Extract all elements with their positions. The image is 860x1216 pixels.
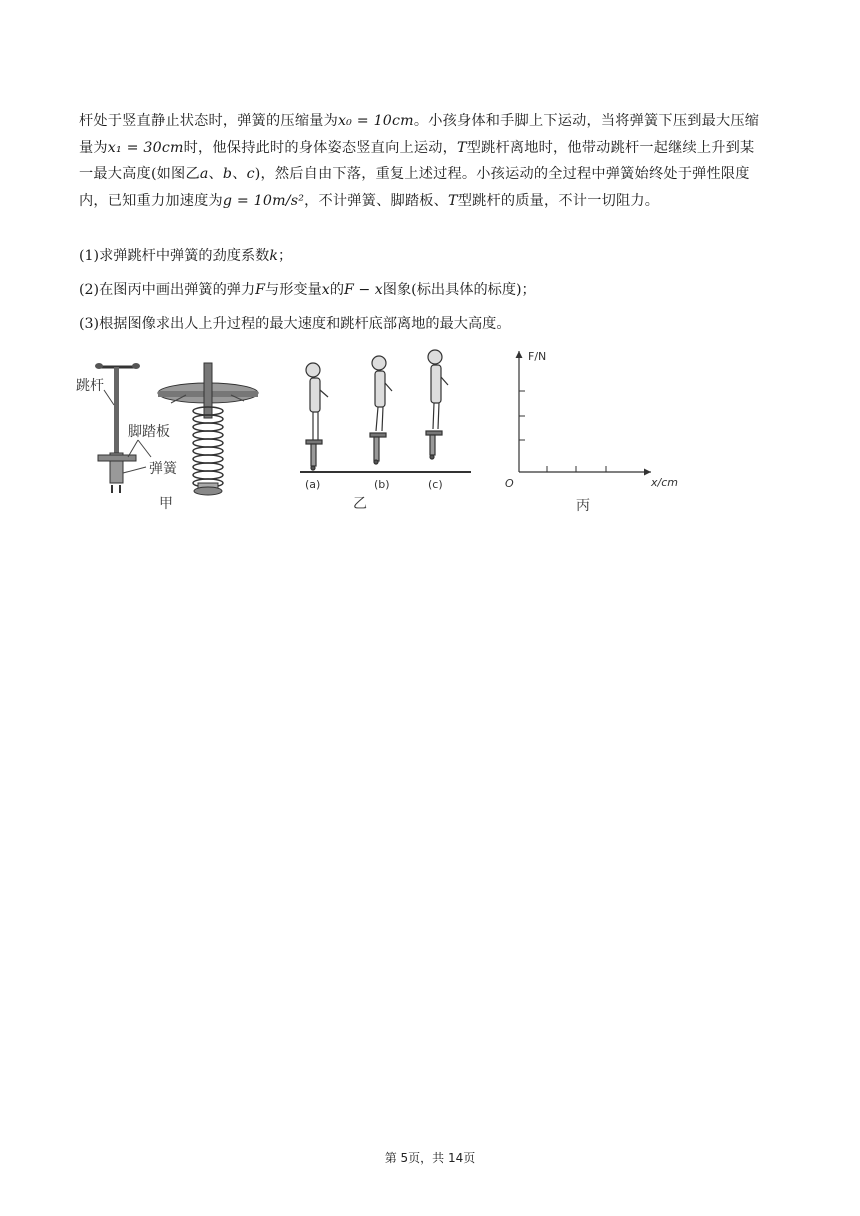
fx-axes xyxy=(496,345,696,520)
pogo-stick-illustration xyxy=(76,345,276,520)
x0-equation: x₀ = 10cm xyxy=(337,113,414,129)
origin-label: O xyxy=(505,477,514,490)
caption-bing: 丙 xyxy=(576,498,590,514)
caption-yi: 乙 xyxy=(353,496,367,512)
problem-line-3: 一最大高度(如图乙a、b、c)，然后自由下落，重复上述过程。小孩运动的全过程中弹簧始终处于弹性限度 xyxy=(79,166,750,182)
child-pogo-sequence xyxy=(296,345,476,520)
y-axis-label: F/N xyxy=(528,350,547,363)
x1-equation: x₁ = 30cm xyxy=(107,139,184,156)
label-a: (a) xyxy=(305,478,321,491)
label-b: (b) xyxy=(374,478,390,491)
label-tiaogan: 跳杆 xyxy=(76,378,104,394)
x-ticks xyxy=(547,466,606,472)
problem-text xyxy=(79,108,784,214)
figure-jia xyxy=(76,345,276,520)
y-ticks xyxy=(519,391,525,440)
figure-yi xyxy=(296,345,476,520)
figure-bing xyxy=(496,345,696,520)
label-tanhuang: 弹簧 xyxy=(149,461,177,477)
page-footer: 第 5页，共 14页 xyxy=(384,1151,476,1165)
caption-jia: 甲 xyxy=(159,496,173,512)
label-jiaotaban: 脚踏板 xyxy=(128,424,170,440)
question-3: (3)根据图像求出人上升过程的最大速度和跳杆底部离地的最大高度。 xyxy=(79,316,511,332)
label-c: (c) xyxy=(428,478,443,491)
problem-line-1: 杆处于竖直静止状态时，弹簧的压缩量为x₀ = 10cm。小孩身体和手脚上下运动，当将弹簧下压到最大压缩 xyxy=(79,113,760,129)
g-equation: g = 10m/s² xyxy=(222,192,305,209)
x-axis-label: x/cm xyxy=(651,476,678,489)
problem-line-2: 量为x₁ = 30cm时，他保持此时的身体姿态竖直向上运动，T型跳杆离地时，他带动跳杆一起继续上升到某 xyxy=(79,139,755,156)
question-2: (2)在图丙中画出弹簧的弹力F与形变量x的F − x图象(标出具体的标度)； xyxy=(79,282,536,298)
problem-line-4: 内，已知重力加速度为g = 10m/s²，不计弹簧、脚踏板、T型跳杆的质量，不计一切阻力。 xyxy=(79,192,660,209)
question-1: (1)求弹跳杆中弹簧的劲度系数k； xyxy=(79,248,293,264)
